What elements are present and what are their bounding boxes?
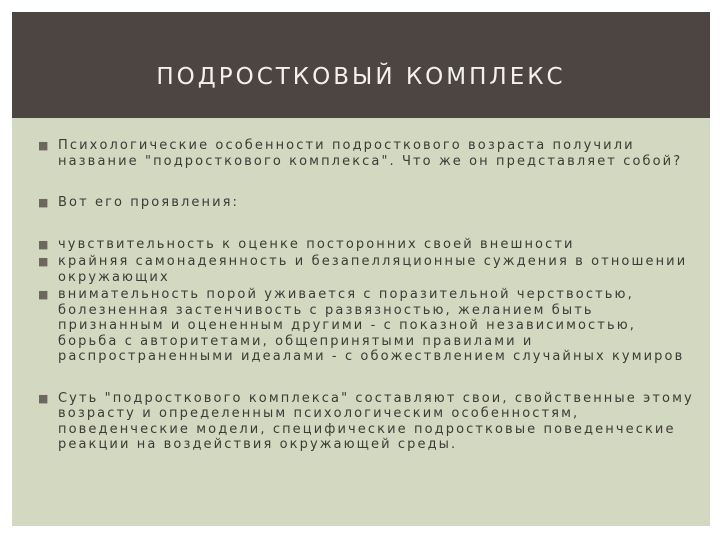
- bullet-item: [38, 254, 696, 285]
- bullet-text: Психологические особенности подросткового возраста получили название "подросткового комплекса". Что же он представляет собой?: [58, 138, 683, 169]
- bullet-item: [38, 236, 696, 253]
- bullet-square-icon: ■: [38, 255, 51, 268]
- bullet-square-icon: ■: [38, 288, 51, 301]
- bullet-text: чувствительность к оценке посторонних своей внешности: [58, 236, 575, 252]
- bullet-text: внимательность порой уживается с поразительной черствостью, болезненная застенчивость с развязностью, желанием быть признанным и оцененным другими - с показной независимостью, борьба с авторитетами, общепринятыми правилами и распространенными идеалами - с обожествлением случайных кумиров: [58, 287, 685, 364]
- bullet-list: [38, 138, 696, 453]
- title-bar: [12, 12, 710, 118]
- slide-title: ПОДРОСТКОВЫЙ КОМПЛЕКС: [156, 64, 566, 90]
- bullet-item: [38, 390, 696, 453]
- bullet-text: Суть "подросткового комплекса" составляют свои, свойственные этому возрасту и определенным психологическим особенностям, поведенческие модели, специфические подростковые поведенческие реакции на воздействия окружающей среды.: [58, 390, 694, 452]
- bullet-item: [38, 195, 696, 211]
- bullet-square-icon: ■: [38, 139, 51, 152]
- bullet-text: крайняя самонадеянность и безапелляционные суждения в отношении окружающих: [58, 254, 688, 285]
- bullet-square-icon: ■: [38, 237, 51, 251]
- bullet-text: Вот его проявления:: [58, 195, 240, 210]
- bullet-square-icon: ■: [38, 391, 51, 405]
- bullet-item: [38, 287, 696, 365]
- slide: [12, 12, 710, 526]
- bullet-square-icon: ■: [38, 196, 51, 209]
- bullet-item: [38, 138, 696, 169]
